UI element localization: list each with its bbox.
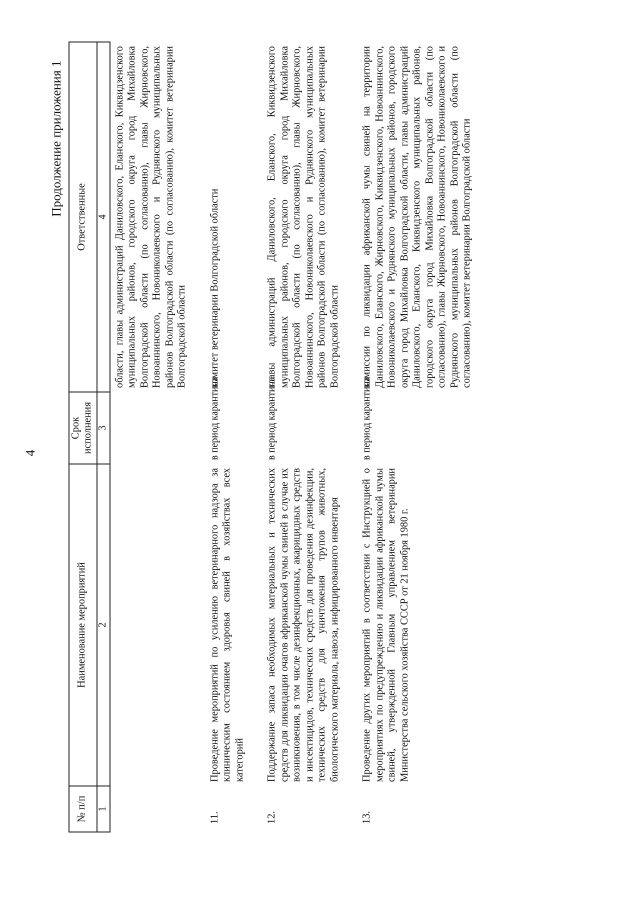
measure-term: в период карантина — [208, 376, 220, 460]
measure-name — [109, 464, 200, 786]
measure-term: в период карантина — [361, 376, 373, 460]
row-number: 12. — [266, 810, 278, 824]
measure-responsible: комитет ветеринарии Волгоградской области — [208, 188, 220, 388]
page-number: 4 — [22, 449, 37, 456]
measure-name: Проведение других мероприятий в соответствии с Инструкцией о мероприятиях по предупреждению и ликвидации африканской чумы свиней, утвержденной Главным управлением ветеринарии Министерства сельского хозяйства СССР от 21 ноября 1980 г. — [361, 467, 410, 782]
row-number: 13. — [361, 810, 373, 824]
header-name: Наименование мероприятий — [69, 464, 97, 786]
column-number-row — [96, 42, 109, 832]
table-row — [109, 42, 200, 832]
table-row — [353, 42, 485, 832]
continuation-note: Продолжение приложения 1 — [48, 60, 63, 217]
header-row — [69, 42, 97, 832]
table-row — [258, 42, 353, 832]
header-num: № п/п — [69, 786, 97, 832]
column-number: 4 — [96, 42, 109, 392]
measure-responsible: области, главы администраций Даниловского, Еланского, Киквидзенского муниципальных районов, городского округа город Михайловка Волгоградской области (по согласованию), главы Жирновского, Новоаннинского, Новониколаевского и Руднянского муниципальных районов Волгоградской области (по согласованию), комитет ветеринарии Волгоградской области — [113, 45, 188, 388]
measure-term — [109, 392, 200, 464]
measures-table — [68, 41, 486, 832]
column-number: 2 — [96, 464, 109, 786]
table-row — [201, 42, 258, 832]
row-number: 11. — [208, 810, 220, 824]
header-term: Срок исполнения — [69, 392, 97, 464]
measure-name: Поддержание запаса необходимых материальных и технических средств для ликвидации очагов африканской чумы свиней в случае их возникновения, в том числе дезинфекционных, акарицидных средств и инсектицидов, технических средств для проведения дезинфекции, технических средств для уничтожения трупов животных, биологического материала, навоза, инфицированного инвентаря — [266, 467, 340, 782]
measure-term: в период карантина — [266, 376, 278, 460]
measure-name: Проведение мероприятий по усилению ветеринарного надзора за клиническим состоянием здоровья свиней в хозяйствах всех категорий — [208, 467, 245, 782]
measure-responsible: комиссии по ликвидации африканской чумы свиней на территории Даниловского, Еланского, Жирновского, Киквидзенского, Новоаннинского, Новониколаевского и Руднянского муниципальных районов, городского округа город Михайловка Волгоградской области, главы администраций Даниловского, Еланского, Киквидзенского муниципальных районов, городского округа город Михайловка Волгоградской области (по согласованию), главы Жирновского, Новоаннинского, Новониколаевского и Руднянского муниципальных районов Волгоградской области (по согласованию), комитет ветеринарии Волгоградской области — [361, 45, 473, 388]
measure-responsible: главы администраций Даниловского, Еланского, Киквидзенского муниципальных районов, городского округа город Михайловка Волгоградской области (по согласованию), главы Жирновского, Новоаннинского, Новониколаевского и Руднянского муниципальных районов Волгоградской области (по согласованию), комитет ветеринарии Волгоградской области — [266, 45, 340, 388]
column-number: 3 — [96, 392, 109, 464]
rotated-document-page — [10, 10, 630, 895]
column-number: 1 — [96, 786, 109, 832]
row-number — [109, 786, 200, 832]
header-responsible: Ответственные — [69, 42, 97, 392]
